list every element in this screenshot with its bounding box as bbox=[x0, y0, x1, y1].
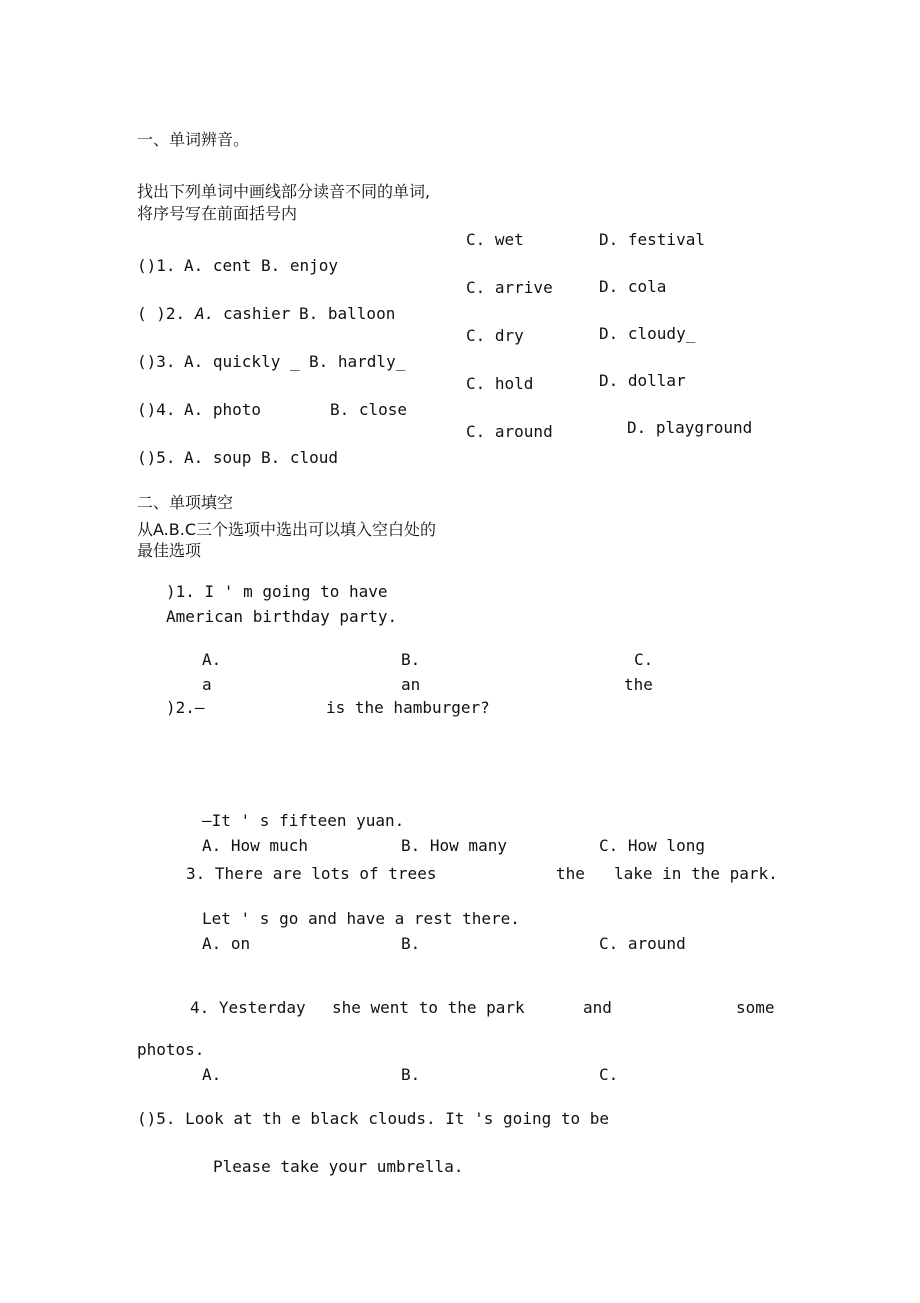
s1-q3-prefix: ()3. bbox=[137, 352, 176, 371]
s2-q1-option-a-label: A. bbox=[202, 650, 222, 669]
s1-q4-option-a: A. photo bbox=[184, 400, 262, 419]
s2-q3-line2: Let ' s go and have a rest there. bbox=[202, 909, 520, 928]
s2-q4-option-c: C. bbox=[599, 1065, 619, 1084]
s2-q1-option-a-value: a bbox=[202, 675, 212, 694]
s2-q2-answer: —It ' s fifteen yuan. bbox=[202, 811, 405, 830]
s1-q3-option-d: D. cloudy_ bbox=[599, 324, 696, 343]
s2-q5-line1: ()5. Look at th e black clouds. It 's going to be bbox=[137, 1109, 610, 1128]
s2-q1-option-b-value: an bbox=[401, 675, 421, 694]
s1-q4-option-c: C. hold bbox=[466, 374, 534, 393]
s2-q4-option-b: B. bbox=[401, 1065, 421, 1084]
section1-instruction-line2: 将序号写在前面括号内 bbox=[137, 204, 298, 223]
section2-instruction-line1: 从A.B.C三个选项中选出可以填入空白处的 bbox=[137, 520, 436, 539]
s1-q1-option-c: C. wet bbox=[466, 230, 524, 249]
s2-q5-line2: Please take your umbrella. bbox=[213, 1157, 464, 1176]
s1-q1-option-b: B. enjoy bbox=[261, 256, 339, 275]
s2-q2-prefix: )2.— bbox=[166, 698, 205, 717]
s1-q2-option-b: B. balloon bbox=[299, 304, 396, 323]
s2-q3-option-b: B. bbox=[401, 934, 421, 953]
s2-q1-line2: American birthday party. bbox=[166, 607, 398, 626]
s1-q1-option-d: D. festival bbox=[599, 230, 705, 249]
s2-q4-part4: some bbox=[736, 998, 775, 1017]
s2-q3-option-a: A. on bbox=[202, 934, 251, 953]
s2-q4-line2: photos. bbox=[137, 1040, 205, 1059]
s2-q4-option-a: A. bbox=[202, 1065, 222, 1084]
section1-title: 一、单词辨音。 bbox=[137, 130, 250, 149]
s1-q2-option-a-word: cashier bbox=[223, 304, 291, 323]
s1-q4-option-b: B. close bbox=[330, 400, 408, 419]
s1-q1-prefix: ()1. bbox=[137, 256, 176, 275]
s1-q5-option-b: B. cloud bbox=[261, 448, 339, 467]
s2-q3-option-c: C. around bbox=[599, 934, 686, 953]
s2-q1-option-b-label: B. bbox=[401, 650, 421, 669]
s2-q4-part2: she went to the park bbox=[332, 998, 525, 1017]
s1-q5-prefix: ()5. bbox=[137, 448, 176, 467]
s2-q4-part1: 4. Yesterday bbox=[190, 998, 306, 1017]
s2-q3-part2: the bbox=[556, 864, 585, 883]
s2-q1-option-c-label: C. bbox=[634, 650, 654, 669]
s2-q2-option-c: C. How long bbox=[599, 836, 705, 855]
s2-q2-text: is the hamburger? bbox=[326, 698, 490, 717]
s1-q4-option-d: D. dollar bbox=[599, 371, 686, 390]
s2-q3-part3: lake in the park. bbox=[614, 864, 778, 883]
s1-q5-option-d: D. playground bbox=[627, 418, 753, 437]
s2-q2-option-a: A. How much bbox=[202, 836, 308, 855]
s1-q2-option-c: C. arrive bbox=[466, 278, 553, 297]
s2-q1-option-c-value: the bbox=[624, 675, 653, 694]
s2-q3-part1: 3. There are lots of trees bbox=[186, 864, 437, 883]
s1-q5-option-c: C. around bbox=[466, 422, 553, 441]
section1-instruction-line1: 找出下列单词中画线部分读音不同的单词, bbox=[137, 182, 431, 201]
s1-q3-option-a: A. quickly _ bbox=[184, 352, 300, 371]
section2-instruction-line2: 最佳选项 bbox=[137, 541, 202, 560]
section2-title: 二、单项填空 bbox=[137, 493, 234, 512]
s1-q3-option-b: B. hardly_ bbox=[309, 352, 406, 371]
s1-q2-option-d: D. cola bbox=[599, 277, 667, 296]
s2-q4-part3: and bbox=[583, 998, 612, 1017]
s2-q2-option-b: B. How many bbox=[401, 836, 507, 855]
s1-q5-option-a: A. soup bbox=[184, 448, 252, 467]
s1-q3-option-c: C. dry bbox=[466, 326, 524, 345]
s1-q1-option-a: A. cent bbox=[184, 256, 252, 275]
s1-q2-prefix: ( )2. bbox=[137, 304, 186, 323]
s2-q1-line1: )1. I ' m going to have bbox=[166, 582, 388, 601]
s1-q2-option-a-letter: A. bbox=[195, 304, 215, 323]
s1-q4-prefix: ()4. bbox=[137, 400, 176, 419]
